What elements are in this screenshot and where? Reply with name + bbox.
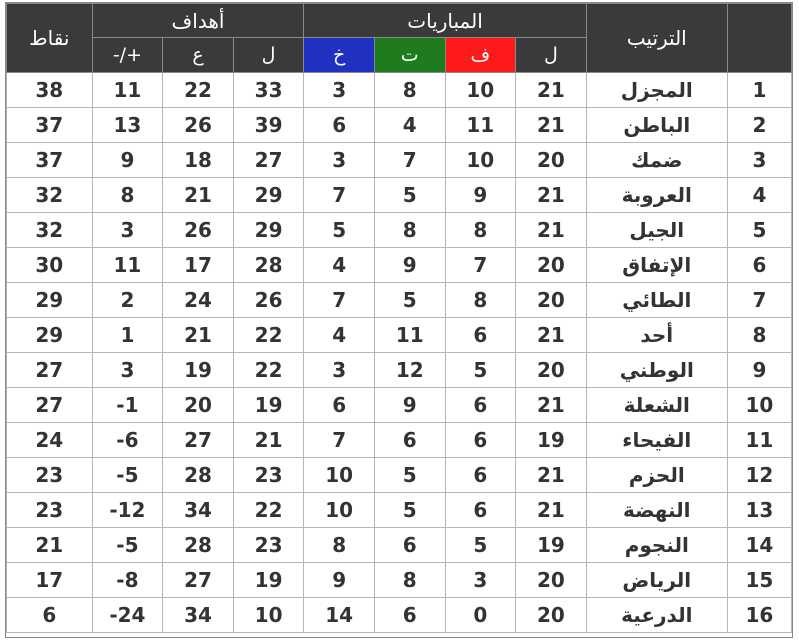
cell-played: 20	[516, 283, 587, 318]
cell-played: 20	[516, 248, 587, 283]
cell-gf: 21	[233, 423, 304, 458]
cell-diff: 3	[92, 353, 163, 388]
header-goals-for: ل	[233, 38, 304, 73]
cell-gf: 23	[233, 458, 304, 493]
cell-rank: 11	[727, 423, 791, 458]
cell-diff: 3	[92, 213, 163, 248]
cell-won: 3	[445, 563, 516, 598]
cell-team: الجيل	[586, 213, 727, 248]
cell-won: 8	[445, 213, 516, 248]
cell-rank: 6	[727, 248, 791, 283]
cell-pts: 21	[7, 528, 93, 563]
cell-diff: 11	[92, 73, 163, 108]
cell-rank: 2	[727, 108, 791, 143]
cell-draw: 8	[374, 213, 445, 248]
cell-gf: 22	[233, 353, 304, 388]
cell-diff: 8	[92, 178, 163, 213]
cell-draw: 5	[374, 493, 445, 528]
cell-gf: 22	[233, 318, 304, 353]
cell-won: 6	[445, 423, 516, 458]
cell-played: 20	[516, 598, 587, 633]
table-row	[7, 108, 792, 143]
cell-team: الحزم	[586, 458, 727, 493]
cell-won: 7	[445, 248, 516, 283]
cell-draw: 6	[374, 528, 445, 563]
cell-team: العروبة	[586, 178, 727, 213]
cell-ga: 18	[163, 143, 234, 178]
cell-team: الباطن	[586, 108, 727, 143]
table-row	[7, 73, 792, 108]
table-row	[7, 353, 792, 388]
cell-pts: 24	[7, 423, 93, 458]
cell-lost: 3	[304, 353, 375, 388]
cell-pts: 32	[7, 213, 93, 248]
cell-gf: 22	[233, 493, 304, 528]
cell-rank: 5	[727, 213, 791, 248]
cell-gf: 29	[233, 213, 304, 248]
header-won: ف	[445, 38, 516, 73]
cell-lost: 7	[304, 283, 375, 318]
header-goals: أهداف	[92, 4, 304, 38]
cell-lost: 5	[304, 213, 375, 248]
cell-lost: 4	[304, 318, 375, 353]
cell-rank: 12	[727, 458, 791, 493]
cell-won: 9	[445, 178, 516, 213]
cell-won: 11	[445, 108, 516, 143]
header-matches: المباريات	[304, 4, 586, 38]
table-row	[7, 283, 792, 318]
cell-diff: 8-	[92, 563, 163, 598]
cell-ga: 21	[163, 178, 234, 213]
cell-pts: 38	[7, 73, 93, 108]
cell-diff: 5-	[92, 458, 163, 493]
cell-team: المجزل	[586, 73, 727, 108]
cell-ga: 17	[163, 248, 234, 283]
cell-draw: 8	[374, 73, 445, 108]
cell-played: 21	[516, 388, 587, 423]
cell-draw: 4	[374, 108, 445, 143]
header-rank-number	[727, 4, 791, 73]
cell-rank: 13	[727, 493, 791, 528]
table-row	[7, 458, 792, 493]
header-draw: ت	[374, 38, 445, 73]
cell-draw: 5	[374, 178, 445, 213]
cell-gf: 23	[233, 528, 304, 563]
cell-team: النجوم	[586, 528, 727, 563]
cell-team: الفيحاء	[586, 423, 727, 458]
cell-pts: 29	[7, 318, 93, 353]
cell-gf: 28	[233, 248, 304, 283]
cell-diff: 1	[92, 318, 163, 353]
cell-pts: 32	[7, 178, 93, 213]
cell-gf: 29	[233, 178, 304, 213]
cell-team: الإتفاق	[586, 248, 727, 283]
cell-lost: 14	[304, 598, 375, 633]
header-goal-diff: +/-	[92, 38, 163, 73]
cell-diff: 11	[92, 248, 163, 283]
cell-won: 5	[445, 528, 516, 563]
cell-lost: 6	[304, 108, 375, 143]
cell-team: الشعلة	[586, 388, 727, 423]
cell-team: الطائي	[586, 283, 727, 318]
cell-won: 10	[445, 143, 516, 178]
cell-team: النهضة	[586, 493, 727, 528]
standings-table	[6, 3, 792, 633]
cell-draw: 8	[374, 563, 445, 598]
cell-lost: 6	[304, 388, 375, 423]
table-row	[7, 388, 792, 423]
cell-gf: 19	[233, 563, 304, 598]
cell-lost: 10	[304, 493, 375, 528]
cell-ga: 28	[163, 458, 234, 493]
cell-diff: 5-	[92, 528, 163, 563]
cell-rank: 4	[727, 178, 791, 213]
cell-pts: 17	[7, 563, 93, 598]
cell-rank: 15	[727, 563, 791, 598]
cell-won: 0	[445, 598, 516, 633]
cell-draw: 5	[374, 283, 445, 318]
cell-team: ضمك	[586, 143, 727, 178]
cell-lost: 3	[304, 73, 375, 108]
cell-won: 6	[445, 318, 516, 353]
cell-pts: 27	[7, 353, 93, 388]
cell-rank: 10	[727, 388, 791, 423]
cell-ga: 34	[163, 493, 234, 528]
cell-played: 21	[516, 178, 587, 213]
cell-gf: 39	[233, 108, 304, 143]
header-points: نقاط	[7, 4, 93, 73]
cell-played: 20	[516, 353, 587, 388]
table-row	[7, 528, 792, 563]
cell-played: 19	[516, 423, 587, 458]
cell-draw: 7	[374, 143, 445, 178]
table-body	[7, 73, 792, 633]
cell-pts: 29	[7, 283, 93, 318]
cell-draw: 9	[374, 248, 445, 283]
header-lost: خ	[304, 38, 375, 73]
cell-played: 21	[516, 458, 587, 493]
header-goals-against: ع	[163, 38, 234, 73]
cell-ga: 26	[163, 108, 234, 143]
cell-lost: 10	[304, 458, 375, 493]
cell-diff: 6-	[92, 423, 163, 458]
cell-ga: 34	[163, 598, 234, 633]
cell-ga: 27	[163, 423, 234, 458]
cell-played: 21	[516, 73, 587, 108]
cell-won: 6	[445, 388, 516, 423]
cell-draw: 12	[374, 353, 445, 388]
cell-rank: 8	[727, 318, 791, 353]
cell-pts: 37	[7, 143, 93, 178]
cell-lost: 8	[304, 528, 375, 563]
cell-diff: 1-	[92, 388, 163, 423]
cell-gf: 33	[233, 73, 304, 108]
cell-diff: 12-	[92, 493, 163, 528]
cell-pts: 27	[7, 388, 93, 423]
cell-team: الرياض	[586, 563, 727, 598]
table-row	[7, 178, 792, 213]
table-row	[7, 563, 792, 598]
cell-gf: 26	[233, 283, 304, 318]
cell-ga: 21	[163, 318, 234, 353]
cell-draw: 6	[374, 423, 445, 458]
cell-played: 21	[516, 318, 587, 353]
cell-ga: 26	[163, 213, 234, 248]
cell-rank: 14	[727, 528, 791, 563]
cell-team: الدرعية	[586, 598, 727, 633]
cell-rank: 7	[727, 283, 791, 318]
table-row	[7, 423, 792, 458]
cell-won: 8	[445, 283, 516, 318]
cell-played: 19	[516, 528, 587, 563]
cell-diff: 9	[92, 143, 163, 178]
header-played: ل	[516, 38, 587, 73]
cell-team: الوطني	[586, 353, 727, 388]
cell-played: 20	[516, 563, 587, 598]
cell-rank: 16	[727, 598, 791, 633]
cell-gf: 19	[233, 388, 304, 423]
cell-rank: 9	[727, 353, 791, 388]
table-row	[7, 598, 792, 633]
cell-gf: 10	[233, 598, 304, 633]
table-row	[7, 493, 792, 528]
cell-pts: 30	[7, 248, 93, 283]
cell-draw: 6	[374, 598, 445, 633]
table-row	[7, 318, 792, 353]
cell-diff: 24-	[92, 598, 163, 633]
table-row	[7, 248, 792, 283]
cell-diff: 2	[92, 283, 163, 318]
cell-diff: 13	[92, 108, 163, 143]
cell-draw: 9	[374, 388, 445, 423]
cell-draw: 5	[374, 458, 445, 493]
table-row	[7, 143, 792, 178]
cell-played: 21	[516, 493, 587, 528]
cell-pts: 6	[7, 598, 93, 633]
cell-gf: 27	[233, 143, 304, 178]
cell-draw: 11	[374, 318, 445, 353]
cell-ga: 20	[163, 388, 234, 423]
cell-played: 21	[516, 213, 587, 248]
cell-played: 21	[516, 108, 587, 143]
cell-ga: 22	[163, 73, 234, 108]
table-row	[7, 213, 792, 248]
cell-won: 6	[445, 493, 516, 528]
cell-lost: 3	[304, 143, 375, 178]
cell-pts: 23	[7, 493, 93, 528]
standings-table-container	[5, 2, 793, 638]
cell-ga: 24	[163, 283, 234, 318]
cell-won: 6	[445, 458, 516, 493]
cell-ga: 19	[163, 353, 234, 388]
cell-ga: 27	[163, 563, 234, 598]
cell-team: أحد	[586, 318, 727, 353]
cell-pts: 37	[7, 108, 93, 143]
cell-won: 5	[445, 353, 516, 388]
cell-won: 10	[445, 73, 516, 108]
cell-lost: 9	[304, 563, 375, 598]
cell-ga: 28	[163, 528, 234, 563]
cell-lost: 7	[304, 178, 375, 213]
cell-lost: 4	[304, 248, 375, 283]
cell-pts: 23	[7, 458, 93, 493]
cell-lost: 7	[304, 423, 375, 458]
cell-played: 20	[516, 143, 587, 178]
table-header	[7, 4, 792, 73]
cell-rank: 3	[727, 143, 791, 178]
cell-rank: 1	[727, 73, 791, 108]
header-rank: الترتيب	[586, 4, 727, 73]
